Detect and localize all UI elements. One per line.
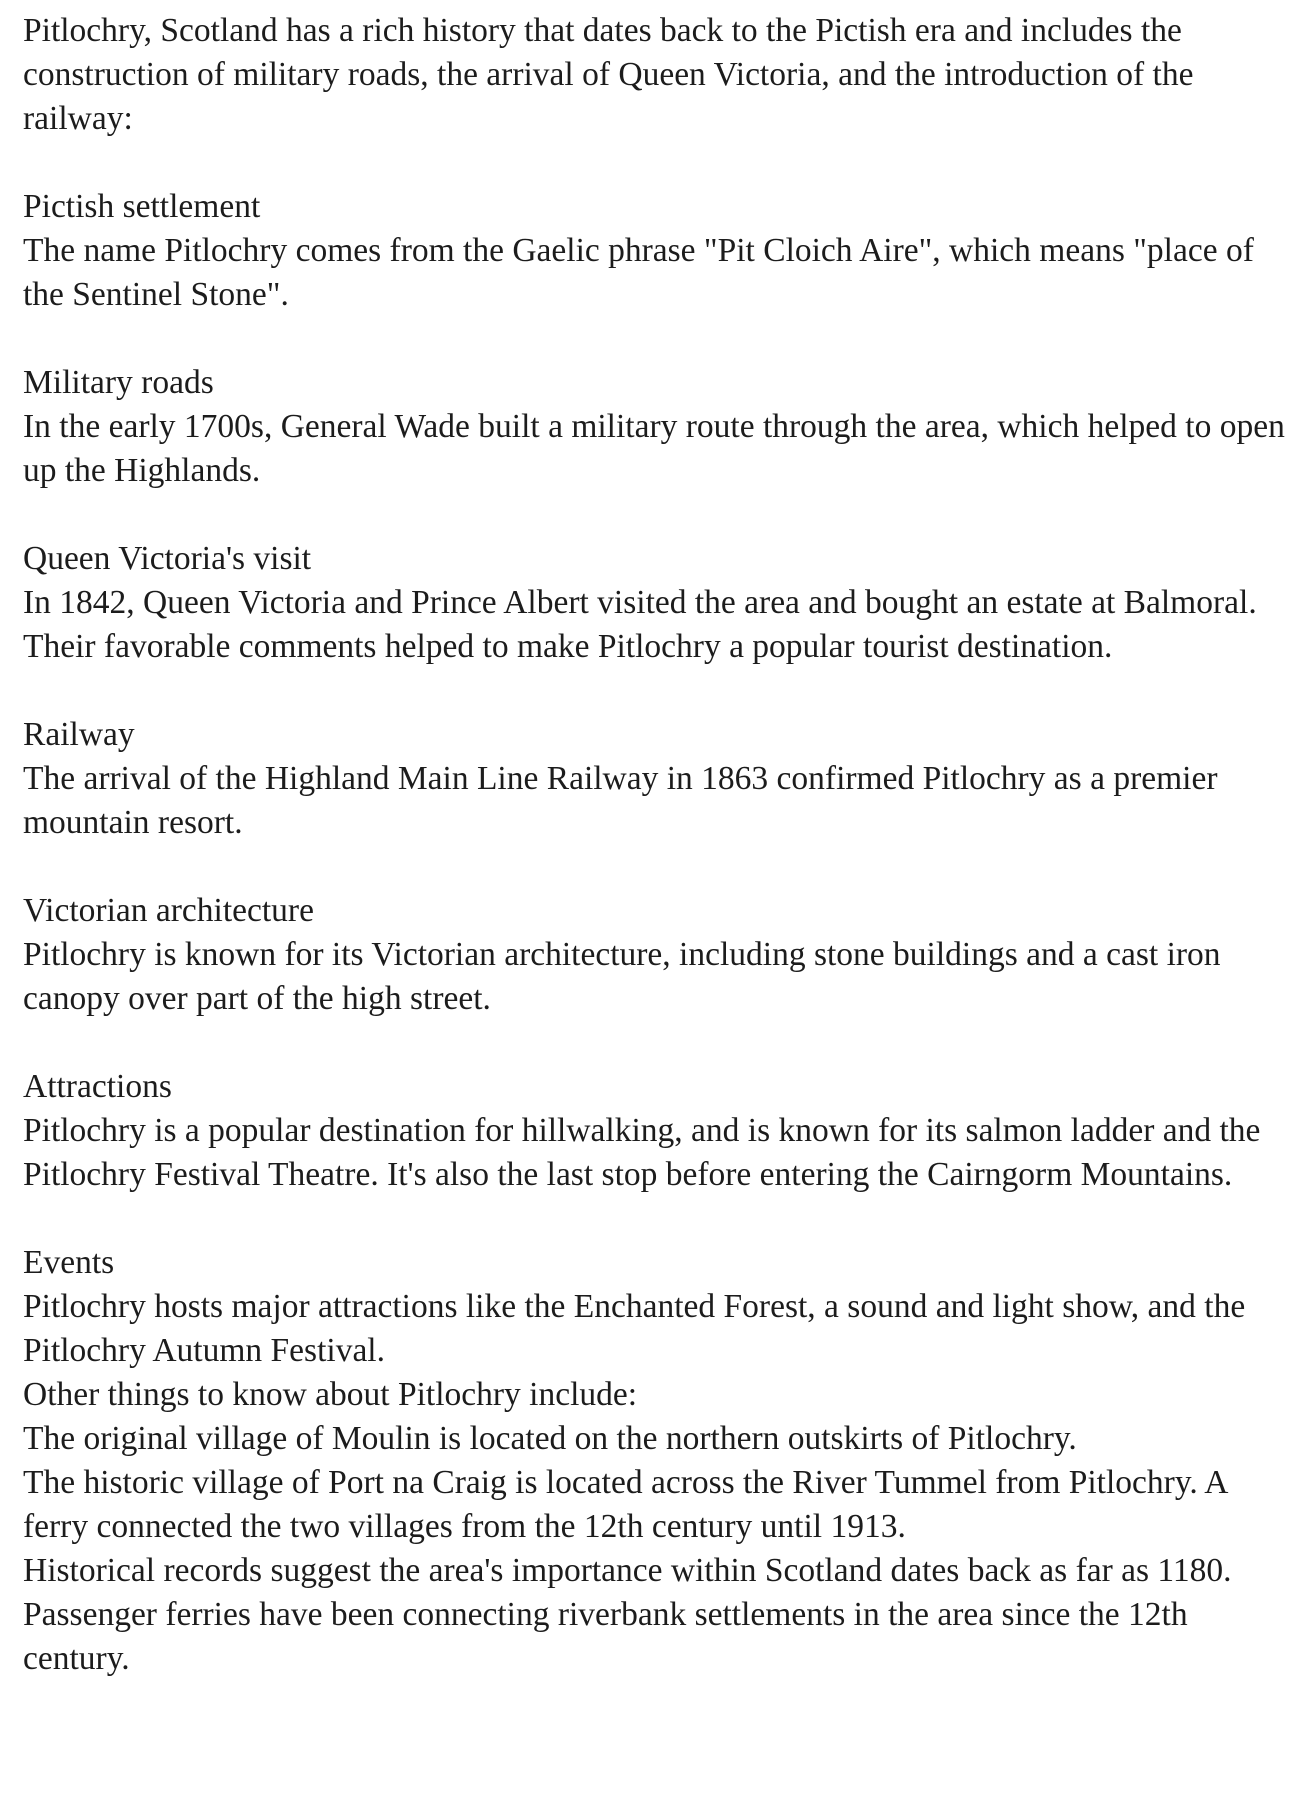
section-heading-queen-victoria-visit: Queen Victoria's visit <box>23 540 312 577</box>
paragraph-gap <box>23 141 1293 185</box>
section-body-attractions: Pitlochry is a popular destination for hillwalking, and is known for its salmon ladder and the Pitlochry Festival Theatre. It's also the last stop before entering the Cairngorm Mountains. <box>23 1112 1261 1193</box>
section-heading-railway: Railway <box>23 716 135 753</box>
section-body-railway: The arrival of the Highland Main Line Railway in 1863 confirmed Pitlochry as a premier mountain resort. <box>23 760 1218 841</box>
section-heading-attractions: Attractions <box>23 1068 172 1105</box>
intro-paragraph: Pitlochry, Scotland has a rich history that dates back to the Pictish era and includes the construction of military roads, the arrival of Queen Victoria, and the introduction of the railway: <box>23 12 1194 137</box>
section-body-military-roads: In the early 1700s, General Wade built a military route through the area, which helped to open up the Highlands. <box>23 408 1285 489</box>
section-heading-military-roads: Military roads <box>23 364 214 401</box>
section-body-pictish-settlement: The name Pitlochry comes from the Gaelic phrase "Pit Cloich Aire", which means "place of the Sentinel Stone". <box>23 232 1254 313</box>
other-item-historical-records: Historical records suggest the area's importance within Scotland dates back as far as 1180. <box>23 1552 1232 1589</box>
section-body-queen-victoria-visit: In 1842, Queen Victoria and Prince Albert visited the area and bought an estate at Balmoral. Their favorable comments helped to make Pitlochry a popular tourist destination. <box>23 584 1257 665</box>
section-body-events: Pitlochry hosts major attractions like the Enchanted Forest, a sound and light show, and the Pitlochry Autumn Festival. <box>23 1288 1246 1369</box>
other-item-moulin: The original village of Moulin is located on the northern outskirts of Pitlochry. <box>23 1420 1077 1457</box>
paragraph-gap <box>23 669 1293 713</box>
other-things-intro: Other things to know about Pitlochry include: <box>23 1376 638 1413</box>
section-heading-pictish-settlement: Pictish settlement <box>23 188 261 225</box>
paragraph-gap <box>23 1197 1293 1241</box>
document-body <box>23 9 1293 1681</box>
other-item-port-na-craig: The historic village of Port na Craig is located across the River Tummel from Pitlochry. A ferry connected the two villages from the 12th century until 1913. <box>23 1464 1227 1545</box>
section-body-victorian-architecture: Pitlochry is known for its Victorian architecture, including stone buildings and a cast iron canopy over part of the high street. <box>23 936 1221 1017</box>
other-item-passenger-ferries: Passenger ferries have been connecting riverbank settlements in the area since the 12th century. <box>23 1596 1188 1677</box>
paragraph-gap <box>23 317 1293 361</box>
paragraph-gap <box>23 1021 1293 1065</box>
paragraph-gap <box>23 845 1293 889</box>
paragraph-gap <box>23 493 1293 537</box>
section-heading-events: Events <box>23 1244 115 1281</box>
section-heading-victorian-architecture: Victorian architecture <box>23 892 314 929</box>
